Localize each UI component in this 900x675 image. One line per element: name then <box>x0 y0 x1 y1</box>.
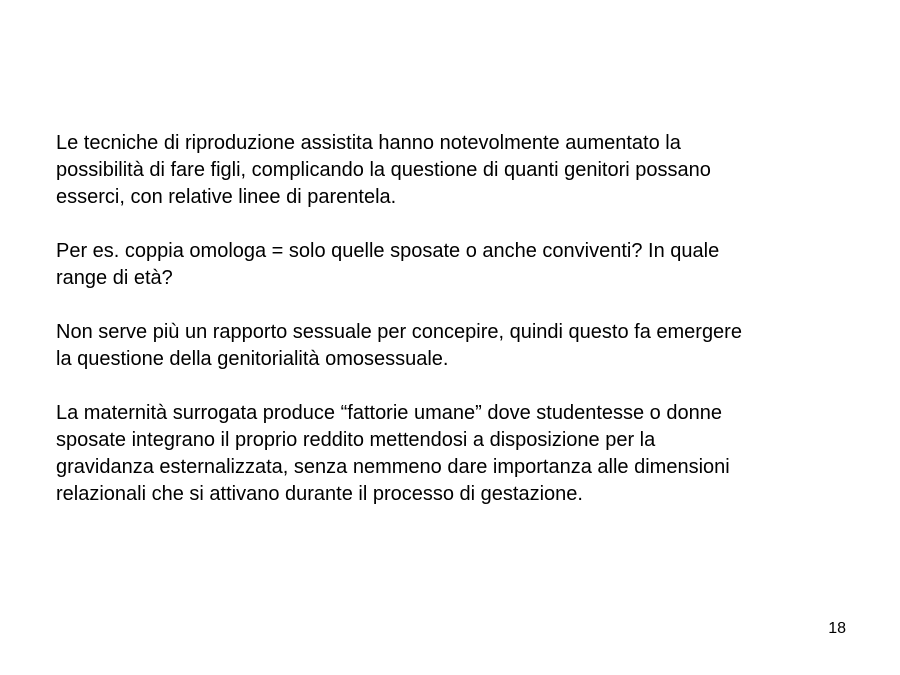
paragraph-homosexual-parenting <box>56 319 856 373</box>
slide-body <box>56 130 856 508</box>
paragraph-surrogacy <box>56 400 856 508</box>
text-line: Le tecniche di riproduzione assistita hanno notevolmente aumentato la <box>56 132 681 154</box>
text-line: Non serve più un rapporto sessuale per concepire, quindi questo fa emergere <box>56 321 742 343</box>
text-line: gravidanza esternalizzata, senza nemmeno dare importanza alle dimensioni <box>56 456 730 478</box>
page-number: 18 <box>828 620 846 637</box>
text-line: esserci, con relative linee di parentela. <box>56 186 397 208</box>
text-line: relazionali che si attivano durante il processo di gestazione. <box>56 483 583 505</box>
paragraph-homologous-couple <box>56 238 856 292</box>
paragraph-assisted-reproduction <box>56 130 856 211</box>
text-line: range di età? <box>56 267 173 289</box>
text-line: possibilità di fare figli, complicando la questione di quanti genitori possano <box>56 159 711 181</box>
text-line: la questione della genitorialità omosessuale. <box>56 348 449 370</box>
text-line: La maternità surrogata produce “fattorie umane” dove studentesse o donne <box>56 402 722 424</box>
text-line: sposate integrano il proprio reddito mettendosi a disposizione per la <box>56 429 656 451</box>
text-line: Per es. coppia omologa = solo quelle sposate o anche conviventi? In quale <box>56 240 720 262</box>
